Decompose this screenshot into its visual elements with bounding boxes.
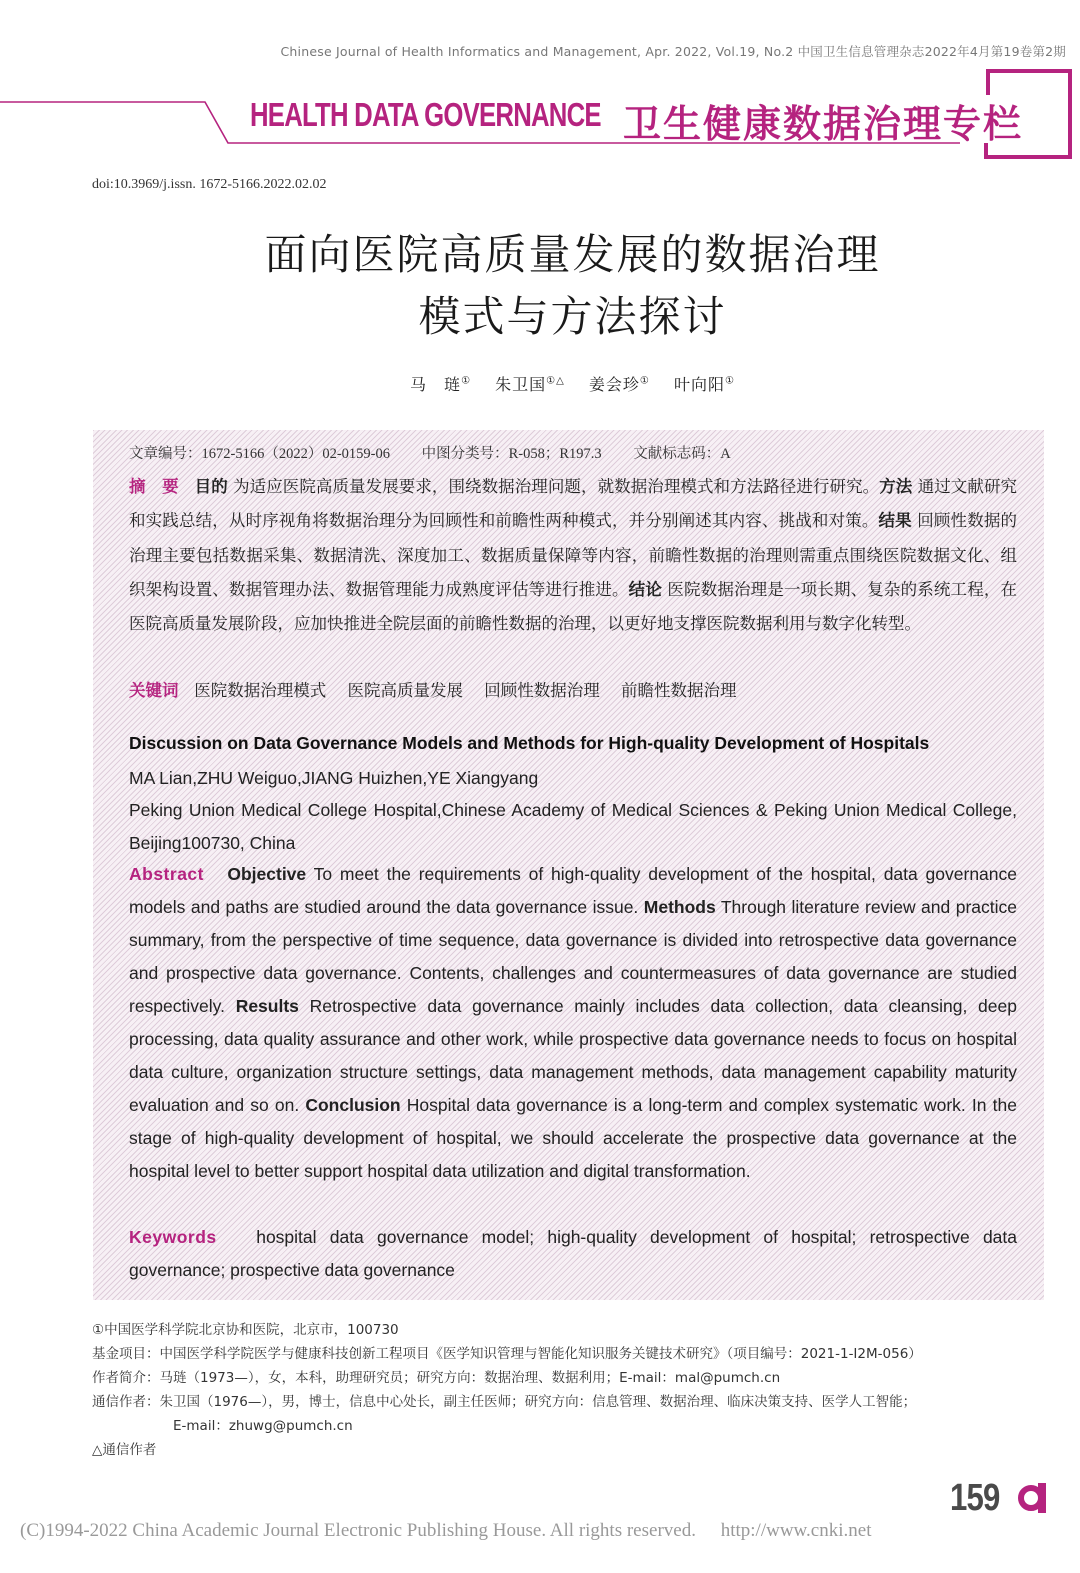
paper-title-line-2: 模式与方法探讨: [418, 292, 727, 341]
footnote-affiliation: ①中国医学科学院北京协和医院，北京市，100730: [92, 1322, 399, 1338]
methods-label-en: Methods: [643, 897, 716, 917]
keyword-item: 医院数据治理模式: [194, 681, 327, 700]
results-label-en: Results: [235, 996, 299, 1016]
objective-label-en: Objective: [227, 864, 307, 884]
english-abstract: [129, 858, 1017, 1188]
author-list: [0, 372, 1080, 395]
author-name: 叶向阳①: [673, 375, 735, 394]
conclusion-text-cn: 医院数据治理是一项长期、复杂的系统工程，在医院高质量发展阶段，应加快推进全院层面的前瞻性数据的治理，以更好地支撑医院数据利用与数字化转型。: [129, 579, 1018, 634]
column-banner-english: HEALTH DATA GOVERNANCE: [250, 96, 601, 133]
keyword-item: 回顾性数据治理: [484, 681, 600, 700]
doi-line: doi:10.3969/j.issn. 1672-5166.2022.02.02: [92, 177, 327, 192]
keyword-item: 前瞻性数据治理: [621, 681, 737, 700]
author-name: 姜会珍①: [588, 375, 650, 394]
author-name: 朱卫国①△: [495, 375, 565, 394]
document-code: 文献标志码：A: [633, 446, 731, 462]
results-text-cn: 回顾性数据的治理主要包括数据采集、数据清洗、深度加工、数据质量保障等内容，前瞻性数据的治理则需重点围绕医院数据文化、组织架构设置、数据管理办法、数据管理能力成熟度评估等进行推进。: [129, 511, 1018, 599]
footnotes: [92, 1318, 1052, 1462]
chinese-keywords: [129, 677, 1017, 701]
english-affiliation: Peking Union Medical College Hospital,Chinese Academy of Medical Sciences & Peking Union Medical College, Beijing100730, China: [129, 800, 1017, 853]
conclusion-label-cn: 结论: [628, 579, 662, 599]
copyright-footer: [20, 1520, 891, 1542]
methods-text-en: Through literature review and practice summary, from the perspective of time sequence, data governance is divided into retrospective data governance and prospective data governance. Contents, challenges and countermeasures of data governance are studied respectively.: [129, 897, 1017, 1016]
clc-number: 中图分类号：R-058；R197.3: [421, 446, 602, 462]
english-title: Discussion on Data Governance Models and Methods for High-quality Development of Hospitals: [129, 733, 930, 753]
methods-text-cn: 通过文献研究和实践总结，从时序视角将数据治理分为回顾性和前瞻性两种模式，并分别阐述其内容、挑战和对策。: [129, 477, 1018, 531]
copyright-url: http://www.cnki.net: [720, 1520, 872, 1541]
abstract-label-cn: 摘 要: [129, 477, 179, 496]
footnote-corresponding-mark: △通信作者: [92, 1442, 157, 1458]
results-text-en: Retrospective data governance mainly includes data collection, data cleansing, deep processing, data quality assurance and other work, while prospective data governance needs to focus on hospital data culture, organization structure settings, data management methods, data management capability maturity evaluation and so on.: [129, 996, 1017, 1115]
english-keywords: [129, 1221, 1017, 1287]
chinese-abstract: [129, 470, 1017, 641]
article-number: 文章编号：1672-5166（2022）02-0159-06: [129, 446, 390, 462]
author-name: 马 琏①: [410, 375, 472, 394]
footnote-corresponding-email: E-mail：zhuwg@pumch.cn: [173, 1418, 353, 1434]
objective-label-cn: 目的: [194, 477, 228, 496]
results-label-cn: 结果: [878, 511, 912, 531]
objective-text-en: To meet the requirements of high-quality development of the hospital, data governance models and paths are studied around the data governance issue.: [129, 864, 1018, 917]
conclusion-text-en: Hospital data governance is a long-term and complex systematic work. In the stage of high-quality development of hospital, we should accelerate the prospective data governance at the hospital level to better support hospital data utilization and digital transformation.: [129, 1095, 1017, 1181]
footnote-author-bio: 作者简介：马琏（1973—），女，本科，助理研究员；研究方向：数据治理、数据利用；E-mail：mal@pumch.cn: [92, 1370, 781, 1386]
article-meta-line: [129, 442, 1017, 463]
page-circle-icon: [1016, 1483, 1046, 1513]
abstract-label-en: Abstract: [129, 864, 204, 884]
column-banner-chinese: 卫生健康数据治理专栏: [623, 102, 1024, 146]
keyword-item: 医院高质量发展: [347, 681, 463, 700]
journal-header-line: Chinese Journal of Health Informatics and Management, Apr. 2022, Vol.19, No.2 中国卫生信息管理杂志2022年4月第19卷第2期: [280, 44, 1066, 59]
keywords-text-en: hospital data governance model; high-quality development of hospital; retrospective data governance; prospective data governance: [129, 1227, 1018, 1280]
keywords-label-cn: 关键词: [129, 681, 179, 700]
footnote-corresponding: 通信作者：朱卫国（1976—），男，博士，信息中心处长，副主任医师；研究方向：信息管理、数据治理、临床决策支持、医学人工智能；: [92, 1394, 917, 1410]
keywords-label-en: Keywords: [129, 1227, 217, 1247]
page-number: 159: [950, 1477, 1000, 1519]
paper-title-line-1: 面向医院高质量发展的数据治理: [264, 230, 881, 279]
copyright-text: (C)1994-2022 China Academic Journal Electronic Publishing House. All rights reserved.: [20, 1520, 696, 1541]
footnote-funding: 基金项目：中国医学科学院医学与健康科技创新工程项目《医学知识管理与智能化知识服务关键技术研究》（项目编号：2021-1-I2M-056）: [92, 1346, 922, 1362]
conclusion-label-en: Conclusion: [305, 1095, 401, 1115]
methods-label-cn: 方法: [879, 477, 913, 496]
objective-text-cn: 为适应医院高质量发展要求，围绕数据治理问题，就数据治理模式和方法路径进行研究。: [233, 477, 880, 496]
english-authors: MA Lian,ZHU Weiguo,JIANG Huizhen,YE Xiangyang: [129, 768, 539, 788]
